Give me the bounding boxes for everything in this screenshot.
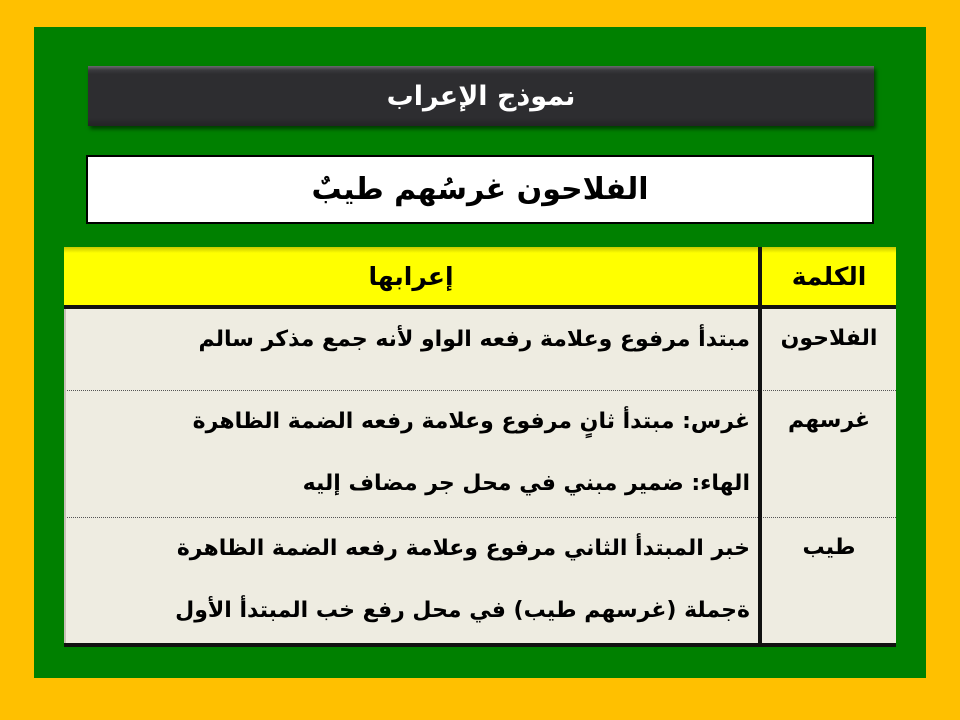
parsing-line: خبر المبتدأ الثاني مرفوع وعلامة رفعه الضمة الظاهرة (176, 536, 750, 561)
table-header-row (64, 247, 896, 309)
parsing-line: مبتدأ مرفوع وعلامة رفعه الواو لأنه جمع مذكر سالم (198, 327, 750, 352)
title-banner (88, 66, 874, 126)
example-sentence-box (86, 155, 874, 224)
table-row (64, 309, 896, 391)
row-parsing (70, 309, 750, 371)
parsing-line: ةجملة (غرسهم طيب) في محل رفع خب المبتدأ الأول (175, 598, 750, 623)
example-sentence: الفلاحون غرسُهم طيبٌ (311, 172, 649, 207)
table-row (64, 391, 896, 518)
header-word: الكلمة (791, 261, 867, 291)
row-word: طيب (802, 535, 856, 560)
table-row (64, 518, 896, 643)
row-word: غرسهم (787, 408, 871, 433)
parsing-line: غرس: مبتدأ ثانٍ مرفوع وعلامة رفعه الضمة الظاهرة (192, 409, 750, 434)
row-parsing (70, 391, 750, 515)
parsing-table (64, 247, 896, 647)
parsing-line: الهاء: ضمير مبني في محل جر مضاف إليه (302, 471, 750, 496)
table-body (64, 309, 896, 643)
table-edge (64, 309, 66, 643)
slide-title: نموذج الإعراب (386, 80, 576, 112)
column-divider (758, 247, 762, 643)
table-bottom-border (64, 643, 896, 647)
row-parsing (70, 518, 750, 642)
header-parsing: إعرابها (368, 261, 454, 291)
row-word: الفلاحون (780, 326, 878, 351)
